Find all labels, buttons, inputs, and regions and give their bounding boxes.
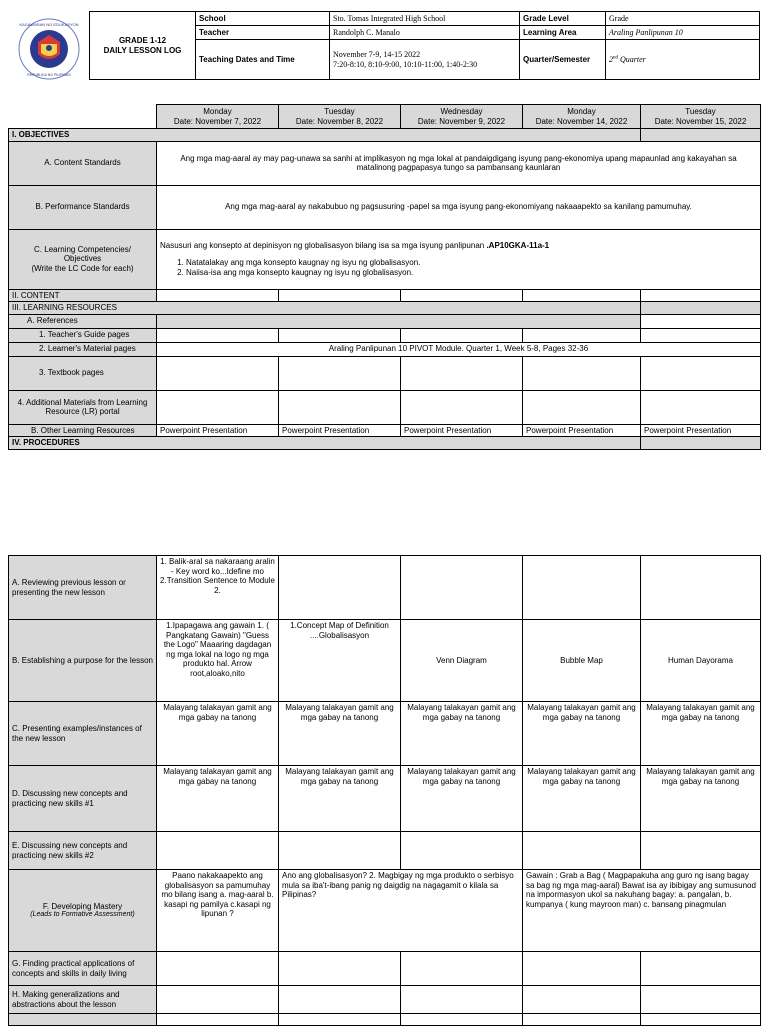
content-heading: II. CONTENT	[9, 289, 157, 302]
proc-c-value: Malayang talakayan gamit ang mga gabay na tanong	[401, 702, 523, 766]
corner-cell	[9, 105, 157, 129]
teacher-value: Randolph C. Manalo	[330, 26, 520, 40]
day-header-3	[401, 105, 523, 129]
content-standards-text: Ang mga mag-aaral ay may pag-unawa sa sanhi at implikasyon ng mga lokal at pandaigdigang isyung pang-ekonomiya upang mapaunlad ang kakayahan sa matalinong pagpapasya tungo sa pambansang kaunlaran	[157, 141, 761, 185]
quarter-value	[606, 40, 760, 80]
proc-d-label: D. Discussing new concepts and practicing new skills #1	[9, 766, 157, 832]
objectives-heading: I. OBJECTIVES	[9, 129, 641, 142]
competencies-code: .AP10GKA-11a-1	[486, 240, 550, 250]
deped-seal-logo	[18, 18, 80, 80]
learning-area-value: Araling Panlipunan 10	[606, 26, 760, 40]
proc-d-value: Malayang talakayan gamit ang mga gabay na tanong	[523, 766, 641, 832]
tg-label: 1. Teacher's Guide pages	[9, 328, 157, 342]
objectives-heading-end	[641, 129, 761, 142]
proc-b-value: 1.Concept Map of Definition ....Globalisasyon	[279, 620, 401, 702]
competency-item: 1. Natatalakay ang mga konsepto kaugnay ng isyu ng globalisasyon.	[186, 258, 757, 268]
proc-b-value: 1.Ipapagawa ang gawain 1. ( Pangkatang Gawain) "Guess the Logo" Maaaring dagdagan ng mga lokal na logo ng mga produkto hal. Arrow root,aloako,nito	[157, 620, 279, 702]
proc-c-label: C. Presenting examples/instances of the new lesson	[9, 702, 157, 766]
quarter-sup: nd	[613, 55, 618, 61]
proc-a-mon-2: 2.Transition Sentence to Module 2.	[160, 576, 275, 595]
references-fill	[157, 314, 641, 328]
proc-a-mon	[157, 556, 279, 620]
performance-standards-text: Ang mga mag-aaral ay nakabubuo ng pagsusuring -papel sa mga isyung pang-ekonomiyang nakaaapekto sa kanilang pamumuhay.	[157, 185, 761, 229]
grade-level-label: Grade Level	[520, 12, 606, 26]
other-label: B. Other Learning Resources	[9, 424, 157, 437]
proc-a-mon-1: 1. Balik-aral sa nakaraang aralin - Key word ko...Idefine mo	[160, 557, 275, 576]
proc-c-value: Malayang talakayan gamit ang mga gabay na tanong	[279, 702, 401, 766]
references-end	[641, 314, 761, 328]
procedures-heading-end	[641, 437, 761, 450]
log-title-cell	[90, 12, 196, 80]
lm-text: Araling Panlipunan 10 PIVOT Module. Quarter 1, Week 5-8, Pages 32-36	[157, 342, 761, 356]
proc-b-label: B. Establishing a purpose for the lesson	[9, 620, 157, 702]
procedures-table	[8, 555, 761, 1026]
textbook-label: 3. Textbook pages	[9, 356, 157, 390]
competencies-text	[157, 229, 761, 289]
other-value: Powerpoint Presentation	[641, 424, 761, 437]
content-standards-label: A. Content Standards	[9, 141, 157, 185]
learning-area-label: Learning Area	[520, 26, 606, 40]
day-header-1	[157, 105, 279, 129]
proc-d-value: Malayang talakayan gamit ang mga gabay na tanong	[157, 766, 279, 832]
day-date: Date: November 9, 2022	[417, 116, 506, 126]
proc-h-label: H. Making generalizations and abstractions about the lesson	[9, 986, 157, 1014]
competencies-label-3: (Write the LC Code for each)	[31, 263, 134, 273]
proc-c-value: Malayang talakayan gamit ang mga gabay na tanong	[641, 702, 761, 766]
proc-d-value: Malayang talakayan gamit ang mga gabay na tanong	[401, 766, 523, 832]
proc-b-value: Venn Diagram	[401, 620, 523, 702]
header-info-table	[89, 11, 760, 80]
proc-b-value: Bubble Map	[523, 620, 641, 702]
proc-f-tue-wed: Ano ang globalisasyon? 2. Magbigay ng mga produkto o serbisyo mula sa iba't-ibang panig ng daigdig na nagagamit o kilala sa Pilipinas?	[279, 870, 523, 952]
proc-c-value: Malayang talakayan gamit ang mga gabay na tanong	[157, 702, 279, 766]
dates-value: November 7-9, 14-15 2022	[333, 49, 421, 59]
day-date: Date: November 7, 2022	[173, 116, 262, 126]
other-value: Powerpoint Presentation	[157, 424, 279, 437]
school-value: Sto. Tomas Integrated High School	[330, 12, 520, 26]
quarter-num: 2	[609, 54, 613, 64]
svg-text:KAGAWARAN NG EDUKASYON: KAGAWARAN NG EDUKASYON	[19, 22, 79, 27]
school-label: School	[196, 12, 330, 26]
day-header-4	[523, 105, 641, 129]
day-date: Date: November 14, 2022	[535, 116, 628, 126]
resources-heading-end	[641, 302, 761, 315]
grade-title: GRADE 1-12	[118, 35, 167, 45]
quarter-word: Quarter	[618, 54, 646, 64]
day-date: Date: November 15, 2022	[654, 116, 747, 126]
proc-f-sub: (Leads to Formative Assessment)	[30, 911, 135, 919]
proc-a-label: A. Reviewing previous lesson or presenting the new lesson	[9, 556, 157, 620]
proc-e-label: E. Discussing new concepts and practicing new skills #2	[9, 832, 157, 870]
dates-label: Teaching Dates and Time	[196, 40, 330, 80]
performance-standards-label: B. Performance Standards	[9, 185, 157, 229]
times-value: 7:20-8:10, 8:10-9:00, 10:10-11:00, 1:40-2:30	[333, 59, 478, 69]
proc-f-mon: Paano nakakaapekto ang globalisasyon sa pamumuhay mo bilang isang a. mag-aaral b. kasapi ng pamilya c.kasapi ng lipunan ?	[157, 870, 279, 952]
proc-g-label: G. Finding practical applications of concepts and skills in daily living	[9, 952, 157, 986]
proc-b-value: Human Dayorama	[641, 620, 761, 702]
day-header-5	[641, 105, 761, 129]
day-name: Tuesday	[685, 106, 716, 116]
quarter-label: Quarter/Semester	[520, 40, 606, 80]
competencies-label-1: C. Learning Competencies/	[34, 244, 131, 254]
dates-value-cell	[330, 40, 520, 80]
proc-f-mon2-tue2: Gawain : Grab a Bag ( Magpapakuha ang guro ng isang bagay sa bag ng mga mag-aaral) Bawat isa ay ibibigay ang sumusunod na impormasyon ukol sa nakuhang bagay: a. pangalan, b. kumpanya ( kung mayroon man) c. bansang pinagmulan	[523, 870, 761, 952]
other-value: Powerpoint Presentation	[279, 424, 401, 437]
teacher-label: Teacher	[196, 26, 330, 40]
other-value: Powerpoint Presentation	[523, 424, 641, 437]
proc-c-value: Malayang talakayan gamit ang mga gabay na tanong	[523, 702, 641, 766]
competencies-sentence: Nasusuri ang konsepto at depinisyon ng globalisasyon bilang isa sa mga isyung panlipunan	[160, 240, 487, 250]
day-name: Monday	[567, 106, 596, 116]
competency-item: 2. Naiisa-isa ang mga konsepto kaugnay ng isyu ng globalisasyon.	[186, 268, 757, 278]
day-name: Tuesday	[324, 106, 355, 116]
resources-heading: III. LEARNING RESOURCES	[9, 302, 641, 315]
grade-level-value: Grade	[606, 12, 760, 26]
proc-f-title: F. Developing Mastery	[42, 901, 123, 911]
proc-f-label	[9, 870, 157, 952]
procedures-heading: IV. PROCEDURES	[9, 437, 641, 450]
lm-label: 2. Learner's Material pages	[9, 342, 157, 356]
day-name: Wednesday	[440, 106, 483, 116]
competencies-label-2: Objectives	[63, 254, 102, 264]
day-header-2	[279, 105, 401, 129]
day-date: Date: November 8, 2022	[295, 116, 384, 126]
lesson-log-table	[8, 104, 761, 450]
other-value: Powerpoint Presentation	[401, 424, 523, 437]
proc-d-value: Malayang talakayan gamit ang mga gabay na tanong	[641, 766, 761, 832]
additional-label: 4. Additional Materials from Learning Resource (LR) portal	[9, 390, 157, 424]
proc-d-value: Malayang talakayan gamit ang mga gabay na tanong	[279, 766, 401, 832]
log-title: DAILY LESSON LOG	[103, 45, 182, 55]
svg-text:REPUBLIKA NG PILIPINAS: REPUBLIKA NG PILIPINAS	[27, 73, 71, 77]
day-name: Monday	[203, 106, 232, 116]
references-label: A. References	[9, 314, 157, 328]
competencies-label	[9, 229, 157, 289]
